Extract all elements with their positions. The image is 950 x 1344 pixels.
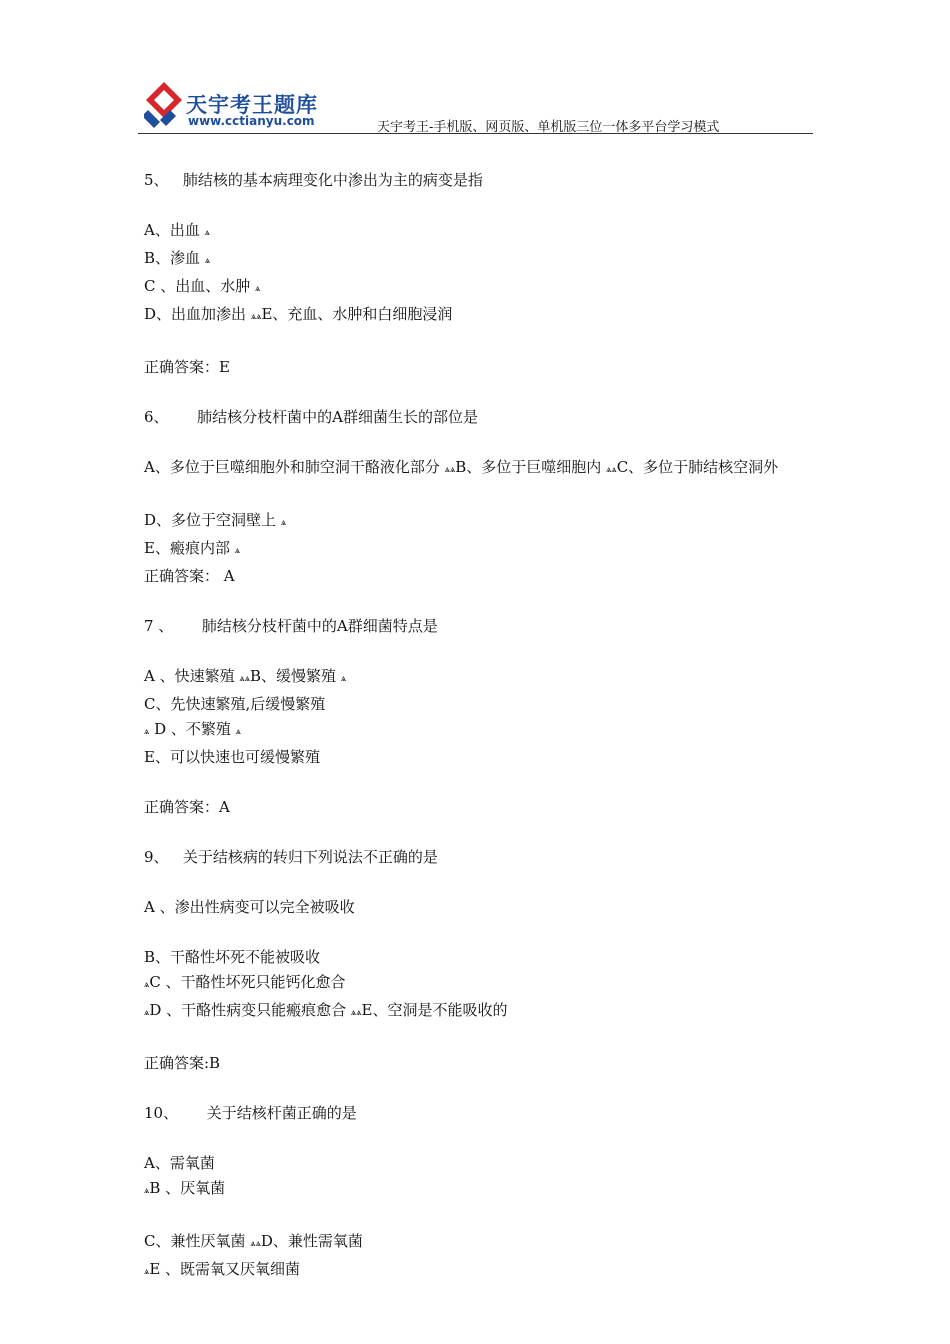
option-line: E、可以快速也可缓慢繁殖 [144, 748, 320, 766]
marker-glyph: ѧ [144, 980, 150, 990]
option-line: A、需氧菌 [144, 1154, 215, 1172]
option-line: C 、出血、水肿 ѧ [144, 277, 261, 295]
option-line: B、干酪性坏死不能被吸收 [144, 948, 321, 966]
marker-glyph: ѧ [255, 284, 261, 294]
option-line: C、先快速繁殖,后缓慢繁殖 [144, 695, 326, 713]
question-text: 关于结核杆菌正确的是 [206, 1104, 357, 1122]
logo-icon [144, 80, 184, 130]
marker-glyph: ѧ [606, 465, 612, 475]
option-line: A、出血 ѧ [144, 221, 210, 239]
marker-glyph: ѧ [340, 674, 347, 684]
marker-glyph: ѧ [244, 674, 251, 684]
logo-title: 天宇考王题库 [186, 93, 318, 117]
marker-glyph: ѧ [234, 546, 241, 556]
marker-glyph: ѧ [239, 674, 245, 684]
marker-glyph: ѧ [204, 256, 211, 266]
option-line: ѧC 、干酪性坏死只能钙化愈合 [144, 973, 346, 991]
option-line: B、渗血 ѧ [144, 249, 211, 267]
marker-glyph: ѧ [356, 1008, 362, 1018]
marker-glyph: ѧ [280, 518, 287, 528]
marker-glyph: ѧ [144, 1267, 150, 1277]
question-list [144, 168, 814, 1285]
marker-glyph: ѧ [250, 1239, 256, 1249]
option-line: C、兼性厌氧菌 ѧѧD、兼性需氧菌 [144, 1232, 363, 1250]
marker-glyph: ѧ [255, 1239, 261, 1249]
answer-line: 正确答案：A [144, 798, 230, 816]
question-text: 肺结核分枝杆菌中的A群细菌生长的部位是 [197, 408, 478, 426]
option-line: E、瘢痕内部 ѧ [144, 539, 241, 557]
question-6 [144, 405, 814, 430]
option-line: A、多位于巨噬细胞外和肺空洞干酪液化部分 ѧѧB、多位于巨噬细胞内 ѧѧC、多位于肺结核空洞外 [144, 458, 779, 476]
marker-glyph: ѧ [144, 727, 150, 737]
option-line: ѧB 、厌氧菌 [144, 1179, 226, 1197]
marker-glyph: ѧ [235, 727, 241, 737]
question-7 [144, 614, 814, 639]
marker-glyph: ѧ [204, 228, 210, 238]
option-line: A 、渗出性病变可以完全被吸收 [144, 898, 355, 916]
question-number: 5、 [144, 171, 169, 189]
marker-glyph: ѧ [256, 312, 262, 322]
logo-url: www.cctianyu.com [188, 114, 315, 128]
option-line: ѧ D 、不繁殖 ѧ [144, 720, 241, 738]
marker-glyph: ѧ [250, 312, 257, 322]
answer-line: 正确答案：E [144, 358, 230, 376]
question-text: 关于结核病的转归下列说法不正确的是 [182, 848, 438, 866]
question-number: 6、 [144, 408, 169, 426]
question-number: 10、 [144, 1104, 179, 1122]
header-tagline: 天宇考王-手机版、网页版、单机版三位一体多平台学习模式 [377, 120, 720, 135]
question-number: 9、 [144, 848, 169, 866]
question-10 [144, 1101, 814, 1126]
marker-glyph: ѧ [444, 465, 450, 475]
option-line: ѧE 、既需氧又厌氧细菌 [144, 1260, 301, 1278]
answer-line: 正确答案:B [144, 1054, 221, 1072]
option-line: ѧD 、干酪性病变只能瘢痕愈合 ѧѧE、空洞是不能吸收的 [144, 1001, 508, 1019]
question-5 [144, 168, 814, 193]
option-line: D、出血加渗出 ѧѧE、充血、水肿和白细胞浸润 [144, 305, 453, 323]
header-divider [138, 133, 813, 134]
option-line: A 、快速繁殖 ѧѧB、缓慢繁殖 ѧ [144, 667, 347, 685]
option-line: D、多位于空洞壁上 ѧ [144, 511, 287, 529]
marker-glyph: ѧ [144, 1008, 150, 1018]
marker-glyph: ѧ [449, 465, 456, 475]
marker-glyph: ѧ [350, 1008, 357, 1018]
question-text: 肺结核的基本病理变化中渗出为主的病变是指 [182, 171, 483, 189]
question-text: 肺结核分枝杆菌中的A群细菌特点是 [201, 617, 438, 635]
page-header [138, 80, 813, 136]
answer-line: 正确答案： A [144, 567, 235, 585]
marker-glyph: ѧ [611, 465, 617, 475]
question-9 [144, 845, 814, 870]
question-number: 7 、 [144, 617, 174, 635]
marker-glyph: ѧ [144, 1186, 150, 1196]
